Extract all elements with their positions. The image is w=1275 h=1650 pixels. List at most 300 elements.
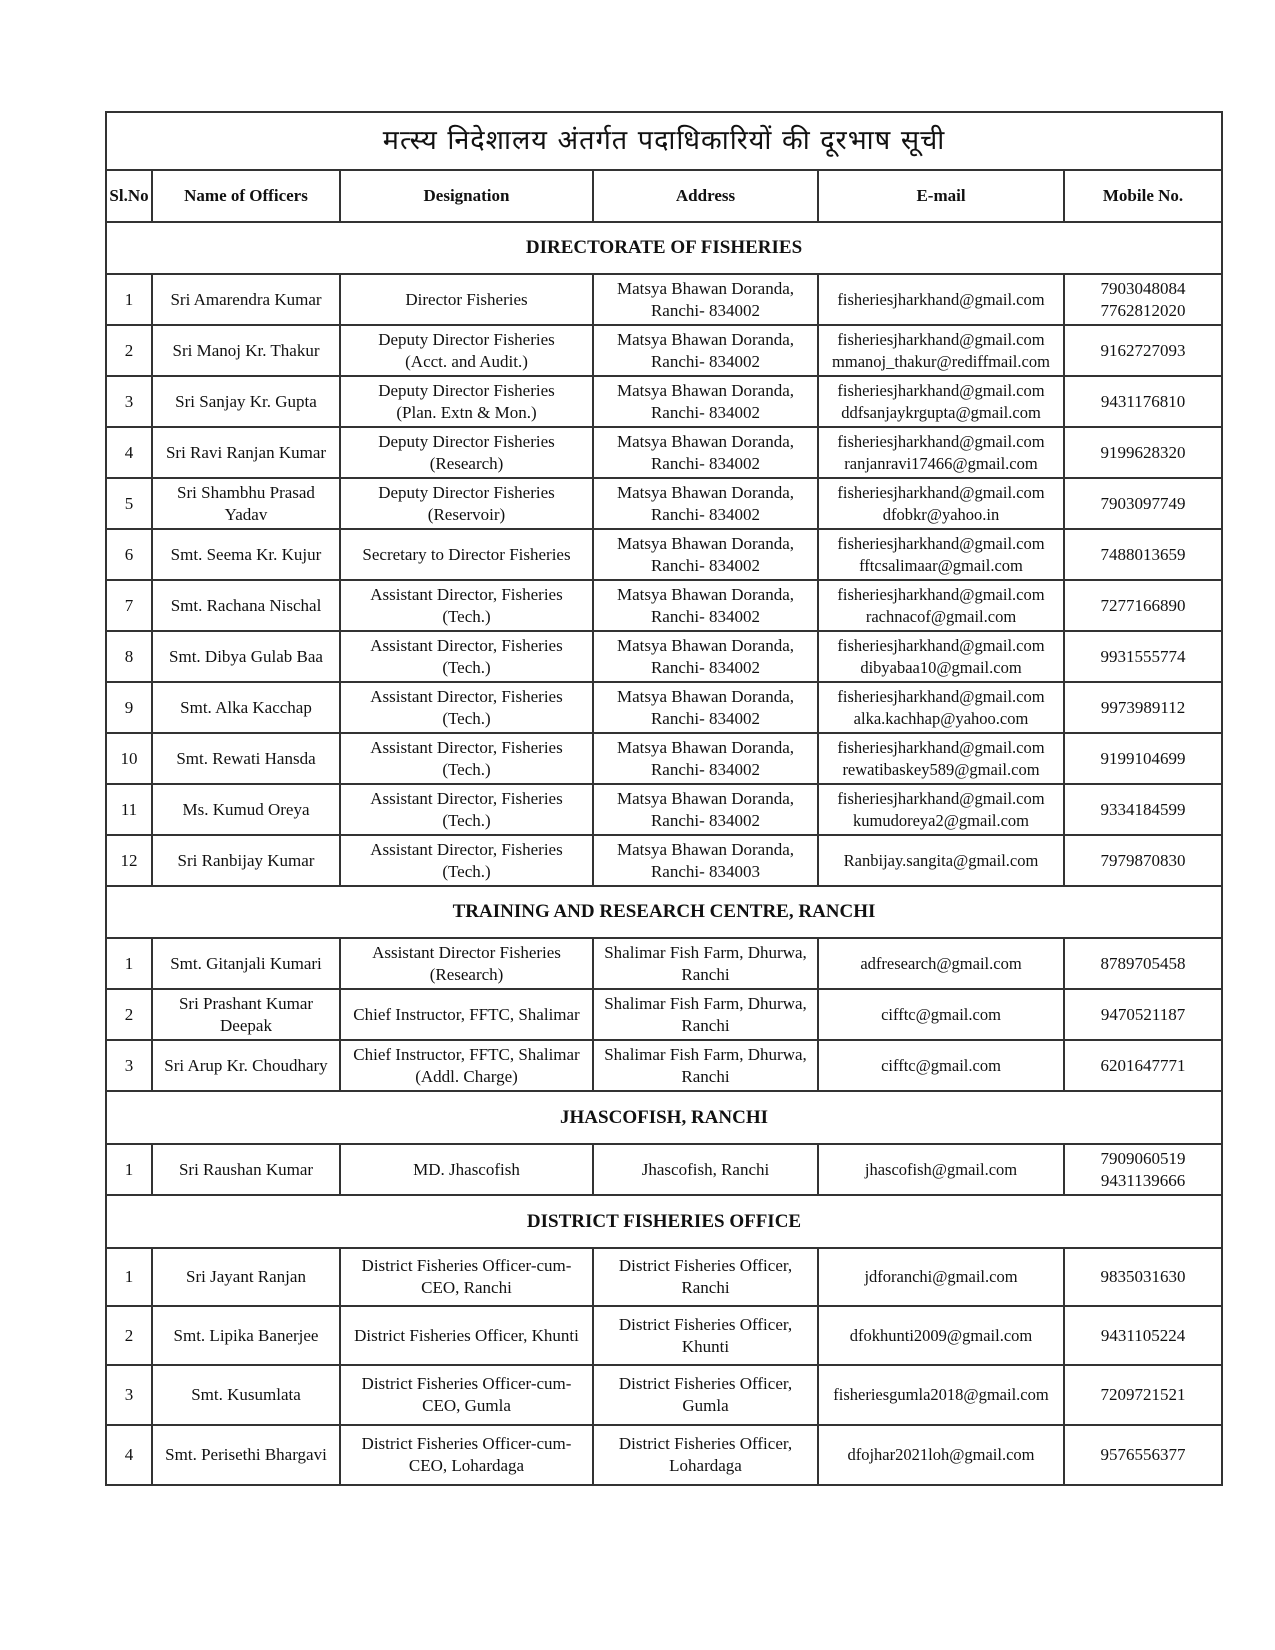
name-line: Smt. Lipika Banerjee [173, 1325, 319, 1345]
name-line: Sri Jayant Ranjan [186, 1267, 306, 1286]
cell-email [818, 733, 1064, 784]
cell-address [593, 938, 818, 989]
address-line: Shalimar Fish Farm, Dhurwa, [604, 942, 807, 962]
cell-sl: 4 [106, 427, 152, 478]
cell-address [593, 274, 818, 325]
officer-row [106, 631, 1222, 682]
cell-address [593, 989, 818, 1040]
section-header-row [106, 886, 1222, 938]
phone-number: 6201647771 [1100, 1055, 1186, 1075]
address-line: Ranchi- 834002 [650, 555, 761, 575]
cell-designation [340, 478, 593, 529]
document-title: मत्स्य निदेशालय अंतर्गत पदाधिकारियों की दूरभाष सूची [106, 112, 1222, 170]
cell-address [593, 325, 818, 376]
designation-line: Director Fisheries [405, 289, 528, 309]
cell-designation [340, 784, 593, 835]
cell-mobile [1064, 1365, 1222, 1425]
cell-email [818, 427, 1064, 478]
section-header-row [106, 222, 1222, 274]
email-address: cifftc@gmail.com [881, 1055, 1001, 1075]
cell-email [818, 1425, 1064, 1485]
designation-line: (Reservoir) [427, 504, 506, 524]
cell-address [593, 1144, 818, 1195]
cell-address [593, 733, 818, 784]
cell-sl: 11 [106, 784, 152, 835]
phone-number: 9470521187 [1100, 1004, 1186, 1024]
section-heading: DIRECTORATE OF FISHERIES [106, 222, 1222, 274]
email-address: fisheriesjharkhand@gmail.com [837, 635, 1045, 655]
column-header-address: Address [593, 170, 818, 222]
cell-sl: 7 [106, 580, 152, 631]
cell-address [593, 682, 818, 733]
address-line: District Fisheries Officer, [618, 1256, 793, 1275]
cell-designation [340, 1365, 593, 1425]
address-line: Ranchi- 834002 [650, 351, 761, 371]
cell-mobile [1064, 580, 1222, 631]
address-line: Ranchi [681, 1278, 730, 1297]
cell-designation [340, 1306, 593, 1365]
cell-mobile [1064, 427, 1222, 478]
email-address: fisheriesjharkhand@gmail.com [837, 533, 1045, 553]
cell-address [593, 631, 818, 682]
cell-designation [340, 427, 593, 478]
cell-address [593, 835, 818, 886]
address-line: Ranchi- 834002 [650, 504, 761, 524]
cell-email [818, 325, 1064, 376]
cell-address [593, 376, 818, 427]
officer-row [106, 580, 1222, 631]
cell-designation [340, 938, 593, 989]
cell-mobile [1064, 631, 1222, 682]
address-line: Ranchi- 834002 [650, 300, 761, 320]
address-line: Ranchi [681, 1066, 730, 1086]
phone-number: 7277166890 [1100, 595, 1186, 615]
name-line: Sri Sanjay Kr. Gupta [175, 391, 317, 411]
name-line: Sri Amarendra Kumar [170, 289, 322, 309]
name-line: Smt. Perisethi Bhargavi [165, 1445, 327, 1464]
address-line: Shalimar Fish Farm, Dhurwa, [604, 1044, 807, 1064]
cell-sl: 2 [106, 325, 152, 376]
address-line: Jhascofish, Ranchi [641, 1159, 770, 1179]
name-line: Smt. Alka Kacchap [180, 697, 312, 717]
cell-mobile [1064, 835, 1222, 886]
cell-name [152, 733, 340, 784]
address-line: Matsya Bhawan Doranda, [616, 737, 795, 757]
cell-name [152, 580, 340, 631]
designation-line: (Tech.) [442, 708, 491, 728]
address-line: Matsya Bhawan Doranda, [616, 635, 795, 655]
phone-number: 9973989112 [1100, 697, 1186, 717]
name-line: Sri Raushan Kumar [178, 1159, 314, 1179]
email-address: mmanoj_thakur@rediffmail.com [832, 351, 1050, 371]
designation-line: Assistant Director Fisheries [372, 942, 561, 962]
title-row [106, 112, 1222, 170]
officer-row [106, 835, 1222, 886]
cell-designation [340, 835, 593, 886]
cell-sl: 1 [106, 1144, 152, 1195]
section-heading: TRAINING AND RESEARCH CENTRE, RANCHI [106, 886, 1222, 938]
cell-mobile [1064, 325, 1222, 376]
designation-line: Deputy Director Fisheries [378, 380, 555, 400]
address-line: Matsya Bhawan Doranda, [616, 584, 795, 604]
email-address: jdforanchi@gmail.com [864, 1267, 1018, 1286]
cell-name [152, 1306, 340, 1365]
officer-row [106, 1248, 1222, 1306]
email-address: Ranbijay.sangita@gmail.com [843, 850, 1039, 870]
email-address: kumudoreya2@gmail.com [852, 810, 1030, 830]
designation-line: (Research) [429, 964, 504, 984]
cell-designation [340, 529, 593, 580]
designation-line: Assistant Director, Fisheries [370, 839, 563, 859]
cell-sl: 8 [106, 631, 152, 682]
email-address: fisheriesjharkhand@gmail.com [837, 431, 1045, 451]
email-address: dfojhar2021loh@gmail.com [847, 1445, 1035, 1464]
cell-email [818, 376, 1064, 427]
name-line: Smt. Dibya Gulab Baa [169, 646, 323, 666]
officer-row [106, 784, 1222, 835]
name-line: Smt. Seema Kr. Kujur [170, 544, 322, 564]
cell-mobile [1064, 682, 1222, 733]
designation-line: Assistant Director, Fisheries [370, 584, 563, 604]
name-line: Smt. Rachana Nischal [170, 595, 322, 615]
designation-line: District Fisheries Officer-cum- [361, 1434, 572, 1453]
cell-email [818, 274, 1064, 325]
email-address: fftcsalimaar@gmail.com [859, 555, 1023, 575]
designation-line: CEO, Ranchi [421, 1278, 512, 1297]
officer-row [106, 1425, 1222, 1485]
cell-designation [340, 580, 593, 631]
cell-email [818, 989, 1064, 1040]
cell-email [818, 1365, 1064, 1425]
address-line: Matsya Bhawan Doranda, [616, 278, 795, 298]
address-line: Ranchi- 834002 [650, 708, 761, 728]
designation-line: Secretary to Director Fisheries [362, 544, 571, 564]
cell-designation [340, 989, 593, 1040]
officer-row [106, 1144, 1222, 1195]
column-header-name: Name of Officers [152, 170, 340, 222]
email-address: fisheriesjharkhand@gmail.com [837, 686, 1045, 706]
officer-row [106, 325, 1222, 376]
officer-row [106, 427, 1222, 478]
email-address: fisheriesgumla2018@gmail.com [833, 1385, 1049, 1404]
cell-name [152, 376, 340, 427]
column-header-slno: Sl.No [106, 170, 152, 222]
cell-email [818, 1144, 1064, 1195]
address-line: Matsya Bhawan Doranda, [616, 839, 795, 859]
email-address: fisheriesjharkhand@gmail.com [837, 584, 1045, 604]
email-address: rewatibaskey589@gmail.com [842, 759, 1040, 779]
phone-number: 7488013659 [1100, 544, 1186, 564]
address-line: Ranchi- 834002 [650, 402, 761, 422]
cell-name [152, 835, 340, 886]
cell-mobile [1064, 478, 1222, 529]
phone-number: 9199628320 [1100, 442, 1186, 462]
phone-number: 9835031630 [1100, 1267, 1186, 1286]
section-heading: DISTRICT FISHERIES OFFICE [106, 1195, 1222, 1248]
address-line: District Fisheries Officer, [618, 1374, 793, 1393]
address-line: Lohardaga [669, 1456, 742, 1475]
cell-sl: 3 [106, 1040, 152, 1091]
cell-name [152, 325, 340, 376]
name-line: Smt. Kusumlata [191, 1385, 301, 1404]
name-line: Smt. Rewati Hansda [176, 748, 316, 768]
cell-name [152, 989, 340, 1040]
email-address: fisheriesjharkhand@gmail.com [837, 788, 1045, 808]
designation-line: District Fisheries Officer-cum- [361, 1374, 572, 1393]
phone-number: 7762812020 [1100, 300, 1186, 320]
officer-row [106, 1306, 1222, 1365]
designation-line: (Plan. Extn & Mon.) [396, 402, 537, 422]
name-line: Sri Manoj Kr. Thakur [172, 340, 320, 360]
email-address: ranjanravi17466@gmail.com [844, 453, 1038, 473]
officer-row [106, 274, 1222, 325]
officer-row [106, 733, 1222, 784]
cell-sl: 9 [106, 682, 152, 733]
address-line: District Fisheries Officer, [618, 1314, 793, 1334]
designation-line: (Addl. Charge) [415, 1066, 518, 1086]
designation-line: Deputy Director Fisheries [378, 482, 555, 502]
email-address: dibyabaa10@gmail.com [860, 657, 1022, 677]
phone-directory-page [105, 111, 1223, 1486]
email-address: jhascofish@gmail.com [864, 1159, 1018, 1179]
cell-name [152, 1144, 340, 1195]
officer-row [106, 989, 1222, 1040]
cell-mobile [1064, 529, 1222, 580]
designation-line: (Tech.) [442, 657, 491, 677]
address-line: Matsya Bhawan Doranda, [616, 482, 795, 502]
cell-sl: 12 [106, 835, 152, 886]
designation-line: Assistant Director, Fisheries [370, 788, 563, 808]
column-header-row [106, 170, 1222, 222]
phone-number: 9931555774 [1100, 646, 1186, 666]
phone-number: 9162727093 [1100, 340, 1186, 360]
cell-mobile [1064, 1040, 1222, 1091]
cell-sl: 2 [106, 1306, 152, 1365]
name-line: Ms. Kumud Oreya [182, 799, 310, 819]
cell-name [152, 938, 340, 989]
officer-row [106, 938, 1222, 989]
cell-sl: 2 [106, 989, 152, 1040]
address-line: Ranchi- 834002 [650, 453, 761, 473]
cell-address [593, 1040, 818, 1091]
officer-row [106, 1365, 1222, 1425]
phone-number: 7903097749 [1100, 493, 1186, 513]
cell-mobile [1064, 274, 1222, 325]
cell-name [152, 784, 340, 835]
address-line: Ranchi- 834002 [650, 657, 761, 677]
cell-sl: 4 [106, 1425, 152, 1485]
phone-number: 9431139666 [1100, 1170, 1186, 1190]
cell-designation [340, 1144, 593, 1195]
cell-name [152, 529, 340, 580]
phone-number: 7903048084 [1100, 278, 1186, 298]
designation-line: District Fisheries Officer-cum- [361, 1256, 572, 1275]
cell-sl: 3 [106, 1365, 152, 1425]
address-line: Matsya Bhawan Doranda, [616, 788, 795, 808]
phone-number: 7979870830 [1100, 850, 1186, 870]
cell-designation [340, 733, 593, 784]
cell-email [818, 478, 1064, 529]
cell-address [593, 478, 818, 529]
cell-mobile [1064, 1248, 1222, 1306]
designation-line: Assistant Director, Fisheries [370, 635, 563, 655]
cell-email [818, 1306, 1064, 1365]
cell-designation [340, 1040, 593, 1091]
email-address: cifftc@gmail.com [881, 1004, 1001, 1024]
designation-line: (Tech.) [442, 861, 491, 881]
cell-mobile [1064, 784, 1222, 835]
column-header-designation: Designation [340, 170, 593, 222]
cell-designation [340, 1425, 593, 1485]
cell-address [593, 1306, 818, 1365]
cell-designation [340, 325, 593, 376]
phone-number: 9199104699 [1100, 748, 1186, 768]
designation-line: Assistant Director, Fisheries [370, 737, 563, 757]
cell-email [818, 835, 1064, 886]
address-line: Matsya Bhawan Doranda, [616, 380, 795, 400]
phone-number: 9431176810 [1100, 391, 1186, 411]
cell-address [593, 1248, 818, 1306]
address-line: Shalimar Fish Farm, Dhurwa, [604, 993, 807, 1013]
column-header-email: E-mail [818, 170, 1064, 222]
name-line: Sri Prashant Kumar [178, 993, 314, 1013]
officers-directory-table [105, 111, 1223, 1486]
cell-name [152, 1248, 340, 1306]
email-address: rachnacof@gmail.com [865, 606, 1017, 626]
name-line: Deepak [220, 1015, 272, 1035]
cell-email [818, 938, 1064, 989]
designation-line: (Research) [429, 453, 504, 473]
email-address: adfresearch@gmail.com [860, 953, 1022, 973]
cell-mobile [1064, 1306, 1222, 1365]
cell-sl: 3 [106, 376, 152, 427]
designation-line: MD. Jhascofish [413, 1159, 520, 1179]
cell-name [152, 274, 340, 325]
cell-mobile [1064, 1144, 1222, 1195]
cell-address [593, 1425, 818, 1485]
cell-mobile [1064, 938, 1222, 989]
address-line: Matsya Bhawan Doranda, [616, 686, 795, 706]
cell-designation [340, 376, 593, 427]
cell-address [593, 529, 818, 580]
officer-row [106, 529, 1222, 580]
cell-email [818, 1040, 1064, 1091]
address-line: Ranchi- 834002 [650, 606, 761, 626]
address-line: Ranchi [681, 1015, 730, 1035]
cell-email [818, 631, 1064, 682]
cell-designation [340, 274, 593, 325]
cell-email [818, 784, 1064, 835]
phone-number: 8789705458 [1100, 953, 1186, 973]
section-heading: JHASCOFISH, RANCHI [106, 1091, 1222, 1144]
address-line: Ranchi [681, 964, 730, 984]
address-line: Ranchi- 834002 [650, 759, 761, 779]
designation-line: District Fisheries Officer, Khunti [354, 1325, 579, 1345]
cell-name [152, 1040, 340, 1091]
officer-row [106, 376, 1222, 427]
address-line: Ranchi- 834002 [650, 810, 761, 830]
cell-email [818, 682, 1064, 733]
cell-name [152, 631, 340, 682]
email-address: dfokhunti2009@gmail.com [849, 1325, 1033, 1345]
designation-line: Chief Instructor, FFTC, Shalimar [353, 1004, 580, 1024]
cell-name [152, 1425, 340, 1485]
cell-mobile [1064, 733, 1222, 784]
email-address: dfobkr@yahoo.in [882, 504, 1000, 524]
address-line: Matsya Bhawan Doranda, [616, 329, 795, 349]
phone-number: 9431105224 [1100, 1325, 1186, 1345]
designation-line: (Tech.) [442, 606, 491, 626]
cell-address [593, 580, 818, 631]
section-header-row [106, 1195, 1222, 1248]
cell-designation [340, 682, 593, 733]
email-address: ddfsanjaykrgupta@gmail.com [841, 402, 1041, 422]
cell-sl: 1 [106, 1248, 152, 1306]
name-line: Smt. Gitanjali Kumari [170, 953, 322, 973]
cell-name [152, 1365, 340, 1425]
name-line: Sri Ranbijay Kumar [177, 850, 315, 870]
designation-line: (Acct. and Audit.) [405, 351, 528, 371]
designation-line: CEO, Gumla [422, 1396, 511, 1415]
section-header-row [106, 1091, 1222, 1144]
cell-name [152, 682, 340, 733]
cell-sl: 1 [106, 938, 152, 989]
designation-line: Deputy Director Fisheries [378, 329, 555, 349]
email-address: fisheriesjharkhand@gmail.com [837, 329, 1045, 349]
email-address: fisheriesjharkhand@gmail.com [837, 737, 1045, 757]
cell-address [593, 1365, 818, 1425]
address-line: Matsya Bhawan Doranda, [616, 431, 795, 451]
designation-line: CEO, Lohardaga [408, 1456, 525, 1475]
cell-address [593, 784, 818, 835]
cell-sl: 10 [106, 733, 152, 784]
name-line: Yadav [224, 504, 268, 524]
cell-address [593, 427, 818, 478]
cell-email [818, 580, 1064, 631]
cell-sl: 5 [106, 478, 152, 529]
officer-row [106, 682, 1222, 733]
cell-designation [340, 631, 593, 682]
address-line: Khunti [681, 1336, 730, 1356]
designation-line: (Tech.) [442, 810, 491, 830]
cell-mobile [1064, 1425, 1222, 1485]
designation-line: Deputy Director Fisheries [378, 431, 555, 451]
phone-number: 9576556377 [1100, 1445, 1186, 1464]
name-line: Sri Ravi Ranjan Kumar [165, 442, 327, 462]
designation-line: (Tech.) [442, 759, 491, 779]
column-header-mobile: Mobile No. [1064, 170, 1222, 222]
cell-mobile [1064, 376, 1222, 427]
designation-line: Assistant Director, Fisheries [370, 686, 563, 706]
cell-name [152, 478, 340, 529]
address-line: Gumla [682, 1396, 729, 1415]
cell-email [818, 529, 1064, 580]
phone-number: 9334184599 [1100, 799, 1186, 819]
phone-number: 7209721521 [1100, 1385, 1186, 1404]
cell-mobile [1064, 989, 1222, 1040]
cell-designation [340, 1248, 593, 1306]
name-line: Sri Arup Kr. Choudhary [164, 1055, 328, 1075]
address-line: Matsya Bhawan Doranda, [616, 533, 795, 553]
address-line: Ranchi- 834003 [650, 861, 761, 881]
cell-sl: 6 [106, 529, 152, 580]
officer-row [106, 478, 1222, 529]
cell-sl: 1 [106, 274, 152, 325]
email-address: fisheriesjharkhand@gmail.com [837, 482, 1045, 502]
phone-number: 7909060519 [1100, 1148, 1186, 1168]
cell-name [152, 427, 340, 478]
email-address: alka.kachhap@yahoo.com [853, 708, 1029, 728]
